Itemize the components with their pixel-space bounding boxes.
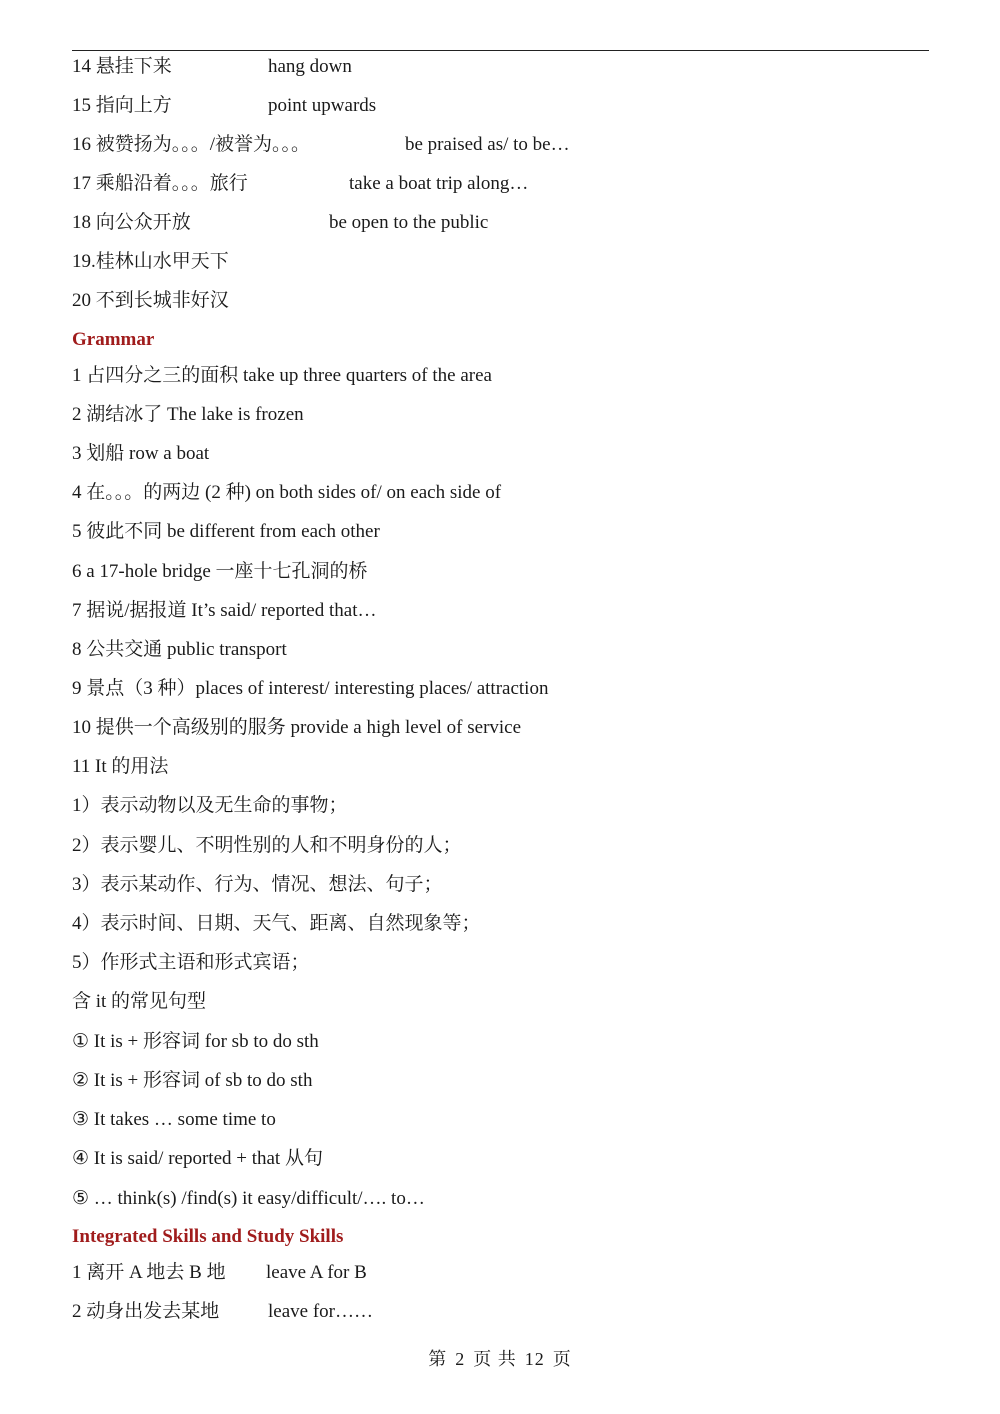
current-page-number: 2 [455, 1349, 466, 1369]
grammar-item: 7 据说/据报道 It’s said/ reported that… [72, 600, 377, 621]
phrase-en: point upwards [268, 95, 377, 116]
total-page-count: 12 [524, 1349, 545, 1369]
phrase-item [72, 94, 377, 118]
phrase-en: be open to the public [329, 212, 489, 233]
phrase-zh: 20 不到长城非好汉 [72, 290, 229, 311]
grammar-item: ⑤ … think(s) /find(s) it easy/difficult/…. to… [72, 1188, 425, 1209]
integrated-heading: Integrated Skills and Study Skills [72, 1226, 344, 1247]
phrase-zh: 16 被赞扬为。。。/被誉为。。。 [72, 134, 311, 155]
grammar-item: 5）作形式主语和形式宾语； [72, 952, 310, 973]
footer-prefix: 第 [428, 1349, 448, 1369]
phrase-zh: 18 向公众开放 [72, 212, 191, 233]
grammar-item: 11 It 的用法 [72, 756, 169, 777]
phrase-zh: 14 悬挂下来 [72, 56, 172, 77]
phrase-zh: 17 乘船沿着。。。旅行 [72, 173, 248, 194]
phrase-item [72, 211, 489, 235]
phrase-en: be praised as/ to be… [405, 134, 570, 155]
phrase-en: hang down [268, 56, 352, 77]
phrase-zh: 19.桂林山水甲天下 [72, 251, 229, 272]
phrase-item [72, 289, 229, 313]
phrase-zh: 15 指向上方 [72, 95, 172, 116]
phrase-item [72, 172, 529, 196]
grammar-item: 9 景点（3 种）places of interest/ interesting places/ attraction [72, 678, 549, 699]
grammar-item: 3）表示某动作、行为、情况、想法、句子； [72, 874, 443, 895]
grammar-item: 2 湖结冰了 The lake is frozen [72, 404, 304, 425]
phrase-item [72, 1261, 367, 1285]
grammar-item: 8 公共交通 public transport [72, 639, 287, 660]
phrase-en: leave A for B [266, 1262, 367, 1283]
phrase-en: leave for…… [268, 1301, 373, 1322]
phrase-zh: 1 离开 A 地去 B 地 [72, 1262, 226, 1283]
grammar-item: 1）表示动物以及无生命的事物； [72, 795, 348, 816]
footer-middle: 页 共 [473, 1349, 517, 1369]
grammar-item: 4 在。。。的两边 (2 种) on both sides of/ on each side of [72, 482, 502, 503]
grammar-item: 6 a 17-hole bridge 一座十七孔洞的桥 [72, 561, 368, 582]
grammar-item: ① It is + 形容词 for sb to do sth [72, 1031, 319, 1052]
grammar-item: ④ It is said/ reported + that 从句 [72, 1148, 323, 1169]
page-footer [0, 1348, 1000, 1370]
grammar-item: 5 彼此不同 be different from each other [72, 521, 380, 542]
footer-suffix: 页 [552, 1349, 572, 1369]
phrase-item [72, 250, 229, 274]
grammar-item: ③ It takes … some time to [72, 1109, 276, 1130]
grammar-item: 2）表示婴儿、不明性别的人和不明身份的人； [72, 835, 462, 856]
header-rule [72, 50, 929, 51]
grammar-item: 4）表示时间、日期、天气、距离、自然现象等； [72, 913, 481, 934]
grammar-item: 1 占四分之三的面积 take up three quarters of the area [72, 365, 492, 386]
grammar-item: 10 提供一个高级别的服务 provide a high level of service [72, 717, 522, 738]
grammar-item: 含 it 的常见句型 [72, 991, 207, 1012]
phrase-item [72, 1300, 373, 1324]
phrase-zh: 2 动身出发去某地 [72, 1301, 220, 1322]
grammar-heading: Grammar [72, 329, 155, 350]
phrase-en: take a boat trip along… [349, 173, 529, 194]
grammar-item: ② It is + 形容词 of sb to do sth [72, 1070, 313, 1091]
grammar-item: 3 划船 row a boat [72, 443, 210, 464]
phrase-item [72, 55, 352, 79]
phrase-item [72, 133, 570, 157]
